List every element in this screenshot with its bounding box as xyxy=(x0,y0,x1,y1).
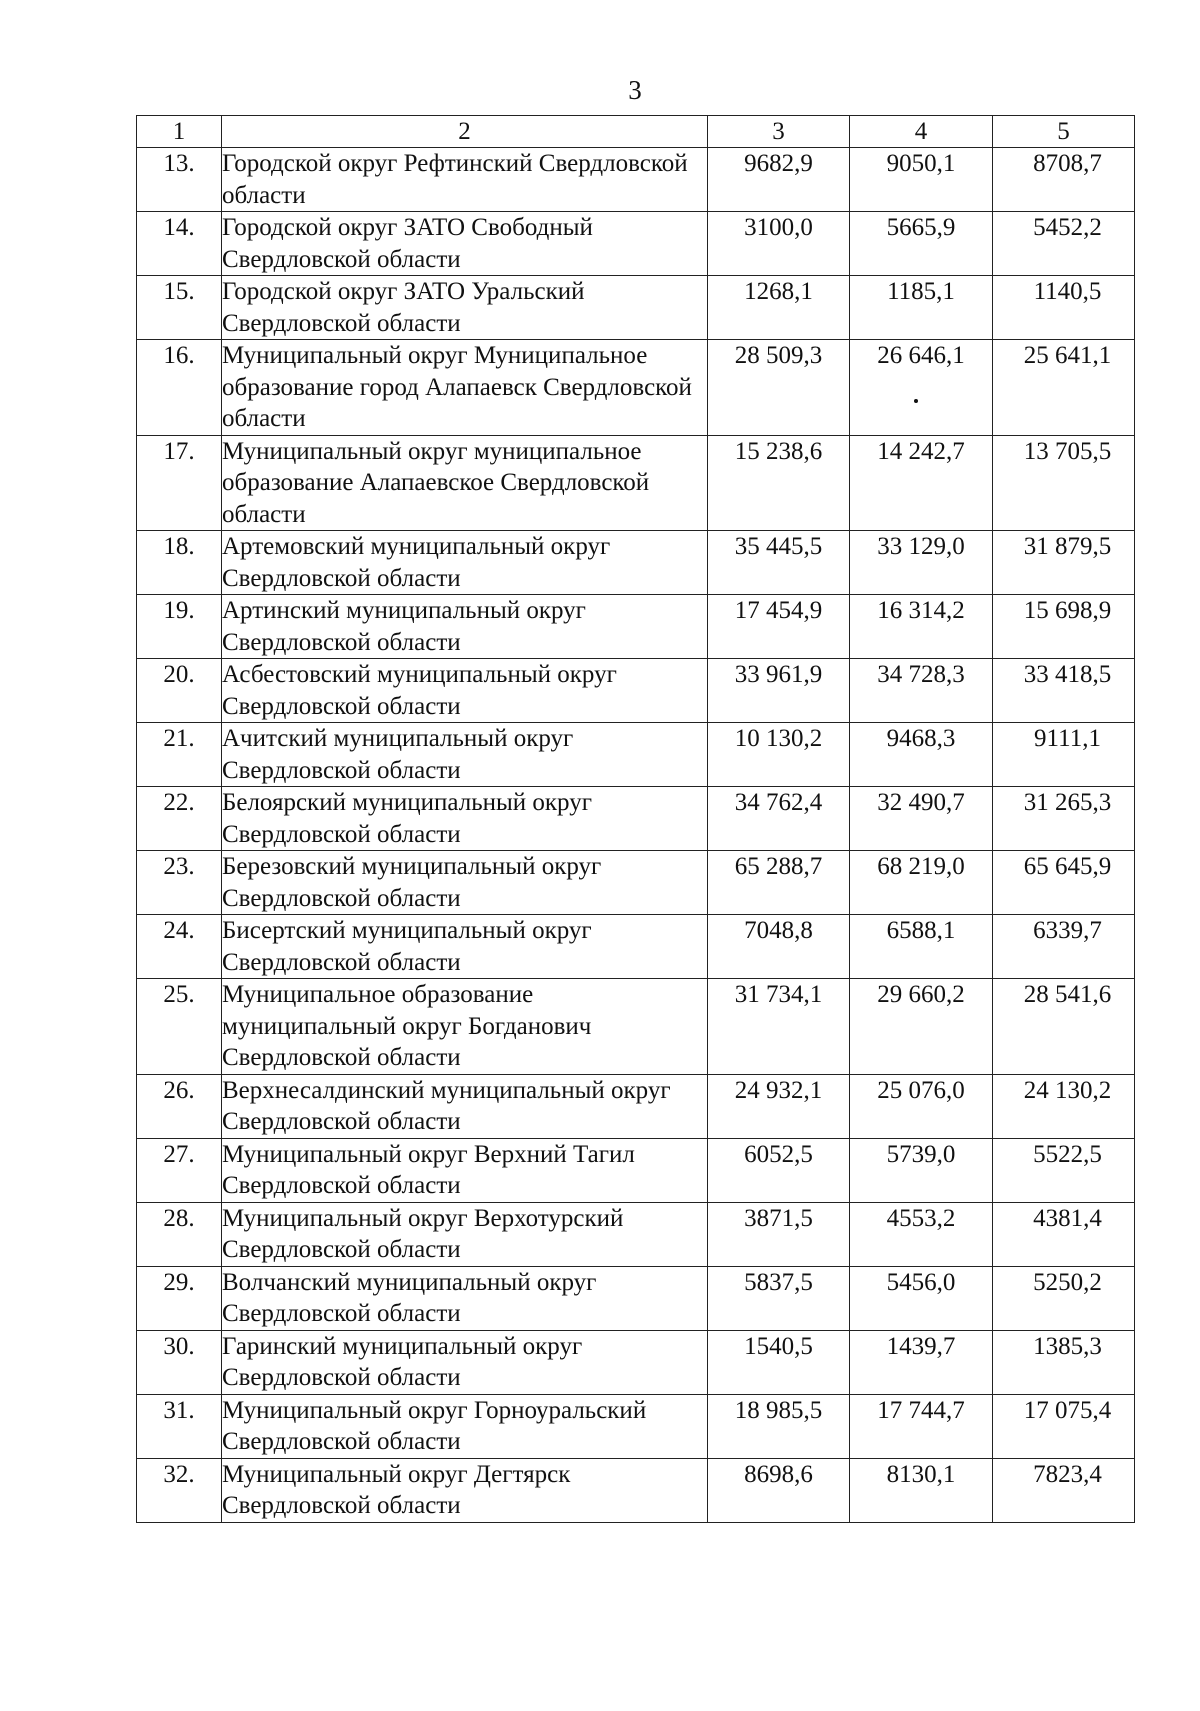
value-col-5: 65 645,9 xyxy=(993,851,1135,915)
municipality-name: Муниципальный округ Муниципальное образование город Алапаевск Свердловской области xyxy=(222,340,708,436)
header-cell-1: 1 xyxy=(137,116,222,148)
value-col-3: 15 238,6 xyxy=(708,435,850,531)
value-col-4: 8130,1 xyxy=(850,1458,993,1522)
value-col-4: 33 129,0 xyxy=(850,531,993,595)
value-col-3: 6052,5 xyxy=(708,1138,850,1202)
value-col-5: 7823,4 xyxy=(993,1458,1135,1522)
value-col-3: 3100,0 xyxy=(708,212,850,276)
row-number: 27. xyxy=(137,1138,222,1202)
value-col-5: 33 418,5 xyxy=(993,659,1135,723)
row-number: 14. xyxy=(137,212,222,276)
value-col-5: 5522,5 xyxy=(993,1138,1135,1202)
value-col-3: 1268,1 xyxy=(708,276,850,340)
value-col-3: 3871,5 xyxy=(708,1202,850,1266)
row-number: 22. xyxy=(137,787,222,851)
value-col-4: 9050,1 xyxy=(850,148,993,212)
municipality-name: Муниципальное образование муниципальный округ Богданович Свердловской области xyxy=(222,979,708,1075)
data-table xyxy=(136,115,1135,1523)
value-col-3: 9682,9 xyxy=(708,148,850,212)
table-row xyxy=(137,1458,1135,1522)
row-number: 28. xyxy=(137,1202,222,1266)
municipality-name: Муниципальный округ Верхний Тагил Свердловской области xyxy=(222,1138,708,1202)
value-col-5: 9111,1 xyxy=(993,723,1135,787)
row-number: 32. xyxy=(137,1458,222,1522)
value-col-5: 28 541,6 xyxy=(993,979,1135,1075)
table-row xyxy=(137,915,1135,979)
row-number: 16. xyxy=(137,340,222,436)
row-number: 19. xyxy=(137,595,222,659)
value-col-3: 7048,8 xyxy=(708,915,850,979)
table-row xyxy=(137,1266,1135,1330)
table-row xyxy=(137,659,1135,723)
header-cell-3: 3 xyxy=(708,116,850,148)
row-number: 24. xyxy=(137,915,222,979)
row-number: 13. xyxy=(137,148,222,212)
table-row xyxy=(137,1202,1135,1266)
municipality-name: Волчанский муниципальный округ Свердловской области xyxy=(222,1266,708,1330)
value-col-4: 5739,0 xyxy=(850,1138,993,1202)
value-col-5: 31 879,5 xyxy=(993,531,1135,595)
value-col-4: 17 744,7 xyxy=(850,1394,993,1458)
municipality-name: Муниципальный округ муниципальное образование Алапаевское Свердловской области xyxy=(222,435,708,531)
header-cell-5: 5 xyxy=(993,116,1135,148)
table-row xyxy=(137,595,1135,659)
value-col-3: 1540,5 xyxy=(708,1330,850,1394)
table-header-row xyxy=(137,116,1135,148)
value-col-3: 31 734,1 xyxy=(708,979,850,1075)
value-col-4: 32 490,7 xyxy=(850,787,993,851)
row-number: 20. xyxy=(137,659,222,723)
value-col-4: 29 660,2 xyxy=(850,979,993,1075)
value-col-5: 4381,4 xyxy=(993,1202,1135,1266)
table-row xyxy=(137,723,1135,787)
value-col-3: 35 445,5 xyxy=(708,531,850,595)
value-col-5: 5452,2 xyxy=(993,212,1135,276)
row-number: 30. xyxy=(137,1330,222,1394)
value-col-5: 17 075,4 xyxy=(993,1394,1135,1458)
municipality-name: Муниципальный округ Верхотурский Свердловской области xyxy=(222,1202,708,1266)
municipality-name: Городской округ Рефтинский Свердловской области xyxy=(222,148,708,212)
value-col-4-text: 26 646,1 xyxy=(877,342,965,369)
municipality-name: Верхнесалдинский муниципальный округ Свердловской области xyxy=(222,1074,708,1138)
municipality-name: Муниципальный округ Дегтярск Свердловской области xyxy=(222,1458,708,1522)
stray-dot-mark xyxy=(914,399,918,403)
value-col-4: 6588,1 xyxy=(850,915,993,979)
value-col-4: 9468,3 xyxy=(850,723,993,787)
table-row xyxy=(137,435,1135,531)
value-col-5: 1385,3 xyxy=(993,1330,1135,1394)
value-col-4: 25 076,0 xyxy=(850,1074,993,1138)
value-col-5: 1140,5 xyxy=(993,276,1135,340)
value-col-5: 31 265,3 xyxy=(993,787,1135,851)
value-col-5: 5250,2 xyxy=(993,1266,1135,1330)
municipality-name: Белоярский муниципальный округ Свердловской области xyxy=(222,787,708,851)
value-col-5: 13 705,5 xyxy=(993,435,1135,531)
row-number: 15. xyxy=(137,276,222,340)
page-number: 3 xyxy=(628,75,642,105)
value-col-4: 68 219,0 xyxy=(850,851,993,915)
value-col-3: 28 509,3 xyxy=(708,340,850,436)
row-number: 25. xyxy=(137,979,222,1075)
table-row xyxy=(137,1394,1135,1458)
value-col-4: 4553,2 xyxy=(850,1202,993,1266)
value-col-3: 24 932,1 xyxy=(708,1074,850,1138)
row-number: 18. xyxy=(137,531,222,595)
header-cell-2: 2 xyxy=(222,116,708,148)
municipality-name: Асбестовский муниципальный округ Свердловской области xyxy=(222,659,708,723)
row-number: 23. xyxy=(137,851,222,915)
table-row xyxy=(137,531,1135,595)
row-number: 21. xyxy=(137,723,222,787)
value-col-3: 5837,5 xyxy=(708,1266,850,1330)
municipality-name: Артинский муниципальный округ Свердловской области xyxy=(222,595,708,659)
row-number: 17. xyxy=(137,435,222,531)
table-row xyxy=(137,340,1135,436)
value-col-4: 1439,7 xyxy=(850,1330,993,1394)
municipality-name: Городской округ ЗАТО Уральский Свердловской области xyxy=(222,276,708,340)
table-row xyxy=(137,1330,1135,1394)
value-col-4: 5456,0 xyxy=(850,1266,993,1330)
value-col-4: 14 242,7 xyxy=(850,435,993,531)
value-col-3: 17 454,9 xyxy=(708,595,850,659)
value-col-5: 15 698,9 xyxy=(993,595,1135,659)
table-body xyxy=(137,148,1135,1523)
value-col-4 xyxy=(850,340,993,436)
municipality-name: Артемовский муниципальный округ Свердловской области xyxy=(222,531,708,595)
row-number: 29. xyxy=(137,1266,222,1330)
value-col-5: 6339,7 xyxy=(993,915,1135,979)
row-number: 26. xyxy=(137,1074,222,1138)
table-row xyxy=(137,1074,1135,1138)
table-row xyxy=(137,1138,1135,1202)
value-col-4: 34 728,3 xyxy=(850,659,993,723)
municipality-name: Ачитский муниципальный округ Свердловской области xyxy=(222,723,708,787)
value-col-4: 16 314,2 xyxy=(850,595,993,659)
table-row xyxy=(137,148,1135,212)
municipality-name: Бисертский муниципальный округ Свердловской области xyxy=(222,915,708,979)
table-row xyxy=(137,276,1135,340)
value-col-3: 65 288,7 xyxy=(708,851,850,915)
table-row xyxy=(137,979,1135,1075)
table-row xyxy=(137,787,1135,851)
value-col-3: 10 130,2 xyxy=(708,723,850,787)
value-col-3: 33 961,9 xyxy=(708,659,850,723)
municipality-name: Гаринский муниципальный округ Свердловской области xyxy=(222,1330,708,1394)
value-col-5: 25 641,1 xyxy=(993,340,1135,436)
value-col-5: 24 130,2 xyxy=(993,1074,1135,1138)
table-row xyxy=(137,851,1135,915)
row-number: 31. xyxy=(137,1394,222,1458)
municipality-name: Городской округ ЗАТО Свободный Свердловской области xyxy=(222,212,708,276)
value-col-3: 8698,6 xyxy=(708,1458,850,1522)
value-col-4: 5665,9 xyxy=(850,212,993,276)
value-col-3: 18 985,5 xyxy=(708,1394,850,1458)
value-col-3: 34 762,4 xyxy=(708,787,850,851)
municipality-name: Муниципальный округ Горноуральский Свердловской области xyxy=(222,1394,708,1458)
table-row xyxy=(137,212,1135,276)
value-col-5: 8708,7 xyxy=(993,148,1135,212)
value-col-4: 1185,1 xyxy=(850,276,993,340)
municipality-name: Березовский муниципальный округ Свердловской области xyxy=(222,851,708,915)
header-cell-4: 4 xyxy=(850,116,993,148)
